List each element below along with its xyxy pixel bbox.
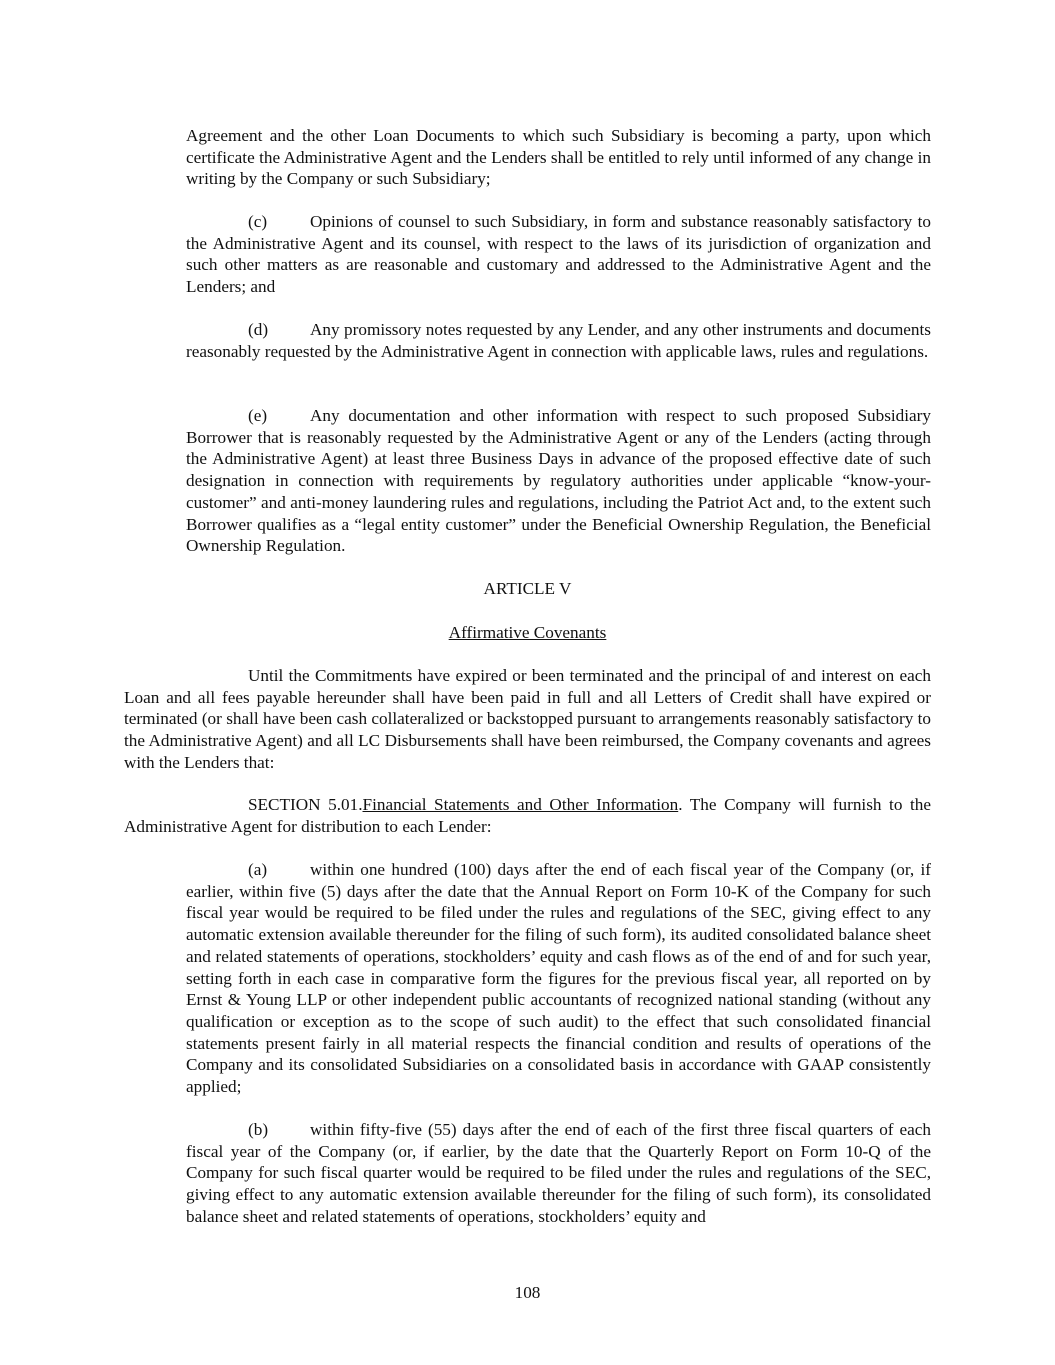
item-text: within fifty-five (55) days after the end of each of the first three fiscal quarters of each fiscal year of the Company (or, if earlier, by the date that the Quarterly Report on Form 10-Q of the Company for such fiscal quarter would be required to be filed under the rules and regulations of the SEC, giving effect to any automatic extension available thereunder for the filing of such form), its consolidated balance sheet and related statements of operations, stockholders’ equity and — [186, 1120, 931, 1226]
page-number: 108 — [514, 1283, 541, 1302]
section-number: SECTION 5.01. — [248, 795, 363, 814]
list-item-b — [186, 1119, 931, 1228]
article-number: ARTICLE V — [483, 579, 572, 598]
item-text: Any documentation and other information with respect to such proposed Subsidiary Borrower that is reasonably requested by the Administrative Agent or any of the Lenders (acting through the Administrative Agent) at least three Business Days in advance of the proposed effective date of such designation in connection with requirements by regulatory authorities under applicable “know-your-customer” and anti-money laundering rules and regulations, including the Patriot Act and, to the extent such Borrower qualifies as a “legal entity customer” under the Beneficial Ownership Regulation, the Beneficial Ownership Regulation. — [186, 406, 931, 556]
continuation-paragraph — [186, 125, 931, 190]
item-label: (a) — [248, 860, 268, 879]
list-item-c — [186, 211, 931, 298]
continuation-text: Agreement and the other Loan Documents to which such Subsidiary is becoming a party, upon which certificate the Administrative Agent and the Lenders shall be entitled to rely until informed of any change in writing by the Company or such Subsidiary; — [186, 126, 931, 189]
item-label: (e) — [248, 406, 268, 425]
article-title — [0, 622, 1055, 644]
list-item-a — [186, 859, 931, 1098]
item-label: (d) — [248, 320, 269, 339]
section-heading: Financial Statements and Other Information — [362, 795, 679, 814]
section-text: . The Company will furnish to the Administrative Agent for distribution to each Lender: — [124, 795, 931, 836]
item-text: Opinions of counsel to such Subsidiary, in form and substance reasonably satisfactory to the Administrative Agent and its counsel, with respect to the laws of its jurisdiction of organization and such other matters as are reasonable and customary and addressed to the Administrative Agent and the Lenders; and — [186, 212, 931, 297]
list-item-d — [186, 319, 931, 362]
section-5-01 — [124, 794, 931, 837]
item-label: (b) — [248, 1120, 269, 1139]
item-text: within one hundred (100) days after the end of each fiscal year of the Company (or, if earlier, within five (5) days after the date that the Annual Report on Form 10-K of the Company for such fiscal year would be required to be filed under the rules and regulations of the SEC, giving effect to any automatic extension available thereunder for the filing of such form), its audited consolidated balance sheet and related statements of operations, stockholders’ equity and cash flows as of the end of and for such year, setting forth in each case in comparative form the figures for the previous fiscal year, all reported on by Ernst & Young LLP or other independent public accountants of recognized national standing (without any qualification or exception as to the scope of such audit) to the effect that such consolidated financial statements present fairly in all material respects the financial condition and results of operations of the Company and its consolidated Subsidiaries on a consolidated basis in accordance with GAAP consistently applied; — [186, 860, 931, 1097]
intro-paragraph — [124, 665, 931, 774]
item-text: Any promissory notes requested by any Lender, and any other instruments and documents reasonably requested by the Administrative Agent in connection with applicable laws, rules and regulations. — [186, 320, 931, 361]
intro-text: Until the Commitments have expired or been terminated and the principal of and interest on each Loan and all fees payable hereunder shall have been paid in full and all Letters of Credit shall have expired or terminated (or shall have been cash collateralized or backstopped pursuant to arrangements reasonably satisfactory to the Administrative Agent) and all LC Disbursements shall have been reimbursed, the Company covenants and agrees with the Lenders that: — [124, 666, 931, 772]
item-label: (c) — [248, 212, 268, 231]
article-title-text: Affirmative Covenants — [448, 623, 607, 642]
list-item-e — [186, 405, 931, 557]
